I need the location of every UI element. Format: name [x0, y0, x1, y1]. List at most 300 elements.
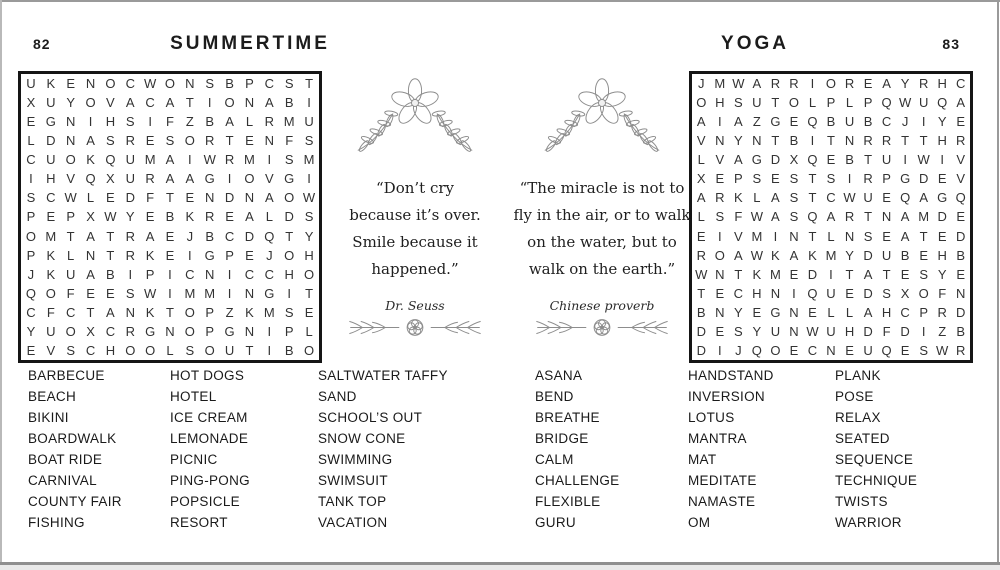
grid-letter: C [46, 190, 56, 206]
word-list-item: POPSICLE [170, 494, 240, 509]
grid-letter: L [827, 304, 835, 320]
grid-letter: S [125, 114, 135, 130]
grid-letter: D [863, 323, 873, 339]
grid-letter: E [145, 133, 155, 149]
grid-letter: A [900, 209, 910, 225]
grid-letter: D [125, 190, 135, 206]
grid-letter: M [303, 152, 315, 168]
grid-letter: A [245, 209, 254, 225]
word-list-item: WARRIOR [835, 515, 902, 530]
grid-letter: I [267, 152, 272, 168]
grid-letter: Q [105, 152, 116, 168]
grid-letter: V [956, 171, 966, 187]
word-search-grid-yoga [689, 71, 973, 363]
grid-letter: N [244, 323, 255, 339]
grid-letter: B [106, 266, 115, 282]
grid-letter: U [844, 114, 855, 130]
grid-letter: A [264, 190, 274, 206]
grid-letter: Q [25, 285, 36, 301]
grid-letter: I [307, 95, 311, 111]
grid-letter: G [900, 171, 911, 187]
grid-letter: B [696, 304, 706, 320]
grid-letter: W [143, 76, 157, 92]
grid-letter: L [265, 209, 273, 225]
grid-letter: Y [937, 114, 947, 130]
grid-letter: H [844, 323, 855, 339]
grid-letter: U [752, 95, 762, 111]
grid-letter: B [225, 76, 234, 92]
grid-letter: B [826, 114, 836, 130]
grid-letter: E [165, 247, 175, 263]
grid-letter: H [284, 266, 294, 282]
grid-letter: M [204, 285, 216, 301]
grid-letter: Y [752, 323, 762, 339]
word-list-item: RELAX [835, 410, 881, 425]
grid-letter: Q [751, 342, 762, 358]
word-list-item: OM [688, 515, 711, 530]
grid-letter: R [125, 323, 135, 339]
grid-letter: I [307, 171, 311, 187]
grid-letter: O [304, 266, 315, 282]
grid-letter: C [956, 76, 966, 92]
word-list-item: SCHOOL’S OUT [318, 410, 423, 425]
grid-letter: G [145, 323, 156, 339]
grid-letter: A [86, 228, 95, 244]
grid-letter: W [750, 209, 763, 225]
grid-letter: G [264, 285, 275, 301]
grid-letter: F [734, 209, 743, 225]
grid-letter: L [827, 228, 835, 244]
grid-letter: A [826, 209, 836, 225]
grid-letter: S [106, 133, 115, 149]
grid-letter: E [826, 152, 836, 168]
grid-letter: G [284, 171, 295, 187]
grid-letter: V [733, 228, 743, 244]
grid-letter: I [148, 114, 152, 130]
page-left-edge [0, 0, 2, 570]
grid-letter: H [715, 95, 725, 111]
grid-letter: E [696, 228, 706, 244]
grid-letter: M [244, 152, 255, 168]
word-list-item: FLEXIBLE [535, 494, 601, 509]
grid-letter: T [882, 266, 891, 282]
grid-letter: G [937, 190, 948, 206]
word-list-column [535, 365, 685, 533]
grid-letter: B [165, 209, 175, 225]
grid-letter: E [789, 114, 799, 130]
grid-letter: G [204, 171, 215, 187]
grid-letter: U [826, 285, 836, 301]
word-list-item: LEMONADE [170, 431, 249, 446]
grid-letter: U [863, 342, 873, 358]
grid-letter: O [164, 76, 176, 92]
grid-letter: I [903, 152, 907, 168]
grid-letter: I [29, 171, 33, 187]
word-list-column [318, 365, 468, 533]
grid-letter: W [64, 190, 77, 206]
grid-letter: T [106, 247, 115, 263]
grid-letter: V [106, 95, 115, 111]
grid-letter: U [881, 152, 892, 168]
grid-letter: G [224, 323, 235, 339]
quote-line: on the water, but to [527, 233, 677, 251]
grid-letter: A [225, 114, 234, 130]
grid-letter: E [715, 171, 725, 187]
grid-letter: T [66, 228, 75, 244]
grid-letter: A [165, 95, 175, 111]
grid-letter: B [284, 342, 294, 358]
flower-sprig-divider-icon [345, 315, 485, 340]
grid-letter: E [715, 285, 725, 301]
grid-letter: R [844, 209, 855, 225]
grid-letter: E [956, 114, 966, 130]
grid-letter: W [104, 209, 117, 225]
grid-letter: H [881, 304, 892, 320]
grid-letter: S [66, 342, 75, 358]
grid-letter: F [285, 133, 294, 149]
grid-letter: M [283, 114, 295, 130]
grid-letter: N [844, 228, 855, 244]
quote-text [511, 175, 693, 319]
grid-letter: O [284, 247, 295, 263]
grid-letter: Y [733, 304, 743, 320]
grid-letter: P [863, 95, 873, 111]
grid-letter: A [264, 95, 274, 111]
flower-laurel-ornament-icon [349, 73, 481, 154]
grid-letter: Y [845, 247, 854, 263]
word-list-item: TANK TOP [318, 494, 387, 509]
grid-letter: B [863, 114, 873, 130]
grid-letter: O [244, 171, 255, 187]
grid-letter: T [697, 285, 706, 301]
word-list-item: MAT [688, 452, 717, 467]
grid-letter: P [284, 323, 294, 339]
grid-letter: P [882, 171, 891, 187]
grid-letter: I [717, 228, 722, 244]
grid-letter: T [106, 228, 115, 244]
grid-letter: Q [937, 95, 948, 111]
grid-letter: F [46, 304, 55, 320]
grid-letter: Q [881, 342, 892, 358]
grid-letter: M [184, 285, 196, 301]
grid-letter: N [264, 133, 275, 149]
grid-letter: C [26, 304, 36, 320]
grid-letter: S [752, 171, 762, 187]
grid-letter: I [810, 133, 815, 149]
grid-letter: H [304, 247, 314, 263]
grid-letter: M [769, 266, 781, 282]
grid-letter: P [26, 209, 36, 225]
grid-letter: F [166, 114, 174, 130]
grid-letter: A [696, 190, 706, 206]
grid-letter: S [185, 342, 195, 358]
grid-letter: L [845, 95, 854, 111]
flower-sprig-divider-icon [532, 315, 672, 340]
grid-letter: U [224, 342, 235, 358]
grid-letter: B [205, 114, 215, 130]
grid-letter: Z [938, 323, 947, 339]
grid-letter: X [86, 323, 95, 339]
word-list-item: SEATED [835, 431, 890, 446]
word-list-item: SWIMSUIT [318, 473, 388, 488]
grid-letter: U [881, 247, 892, 263]
word-list-item: LOTUS [688, 410, 735, 425]
grid-letter: P [919, 304, 928, 320]
grid-letter: N [789, 323, 799, 339]
grid-letter: D [956, 228, 966, 244]
grid-letter: I [847, 171, 852, 187]
grid-letter: N [789, 228, 799, 244]
grid-letter: S [733, 323, 743, 339]
grid-letter: N [125, 304, 135, 320]
grid-letter: A [185, 171, 195, 187]
grid-letter: N [770, 285, 781, 301]
grid-letter: S [882, 285, 891, 301]
grid-letter: T [245, 342, 254, 358]
grid-letter: B [845, 152, 854, 168]
grid-letter: T [827, 133, 835, 149]
grid-letter: R [145, 171, 155, 187]
grid-letter: N [881, 209, 892, 225]
puzzle-title-yoga: YOGA [721, 33, 789, 54]
grid-letter: E [106, 190, 115, 206]
grid-letter: W [732, 76, 745, 92]
grid-letter: R [881, 133, 892, 149]
grid-letter: L [808, 95, 817, 111]
grid-letter: R [205, 133, 215, 149]
grid-letter: T [771, 95, 780, 111]
word-list-item: SNOW CONE [318, 431, 406, 446]
grid-letter: C [185, 266, 195, 282]
grid-letter: M [144, 152, 156, 168]
grid-letter: A [919, 190, 928, 206]
grid-letter: N [244, 190, 255, 206]
grid-letter: K [752, 266, 762, 282]
grid-letter: S [165, 133, 175, 149]
quote-line: walk on the earth.” [528, 260, 676, 278]
grid-letter: I [829, 266, 833, 282]
grid-letter: T [919, 133, 928, 149]
grid-letter: Y [304, 228, 314, 244]
grid-letter: N [715, 266, 725, 282]
grid-letter: O [825, 76, 837, 92]
grid-letter: A [900, 228, 910, 244]
grid-letter: Q [900, 190, 911, 206]
grid-letter: C [900, 304, 910, 320]
grid-letter: T [845, 266, 854, 282]
grid-letter: T [734, 266, 743, 282]
grid-letter: R [224, 152, 235, 168]
grid-letter: A [771, 209, 780, 225]
quote-line: Smile because it [352, 233, 478, 251]
grid-letter: I [921, 323, 926, 339]
grid-letter: A [86, 133, 95, 149]
grid-letter: O [184, 304, 195, 320]
grid-letter: A [771, 190, 780, 206]
grid-letter: S [284, 152, 294, 168]
grid-letter: R [956, 342, 966, 358]
grid-letter: W [695, 266, 708, 282]
grid-letter: Y [937, 266, 947, 282]
page-number-right: 83 [942, 36, 960, 52]
grid-letter: R [956, 133, 966, 149]
grid-letter: E [882, 228, 891, 244]
grid-letter: T [166, 304, 174, 320]
grid-letter: N [205, 266, 215, 282]
grid-letter: R [770, 76, 781, 92]
grid-letter: D [956, 304, 966, 320]
grid-letter: E [145, 209, 155, 225]
grid-letter: N [65, 133, 76, 149]
grid-letter: J [735, 342, 742, 358]
grid-letter: V [66, 171, 75, 187]
grid-letter: T [864, 152, 873, 168]
grid-letter: L [245, 114, 254, 130]
grid-letter: J [186, 228, 194, 244]
grid-letter: I [227, 171, 232, 187]
grid-letter: C [881, 114, 892, 130]
grid-letter: O [25, 228, 36, 244]
grid-letter: U [770, 323, 781, 339]
grid-letter: I [128, 266, 133, 282]
grid-letter: A [733, 152, 743, 168]
grid-letter: B [956, 323, 966, 339]
grid-letter: Q [264, 228, 275, 244]
grid-letter: N [85, 247, 96, 263]
grid-letter: E [106, 285, 115, 301]
grid-letter: I [267, 342, 272, 358]
quote-line: because it’s over. [349, 206, 481, 224]
grid-letter: K [46, 266, 56, 282]
grid-letter: E [956, 266, 966, 282]
grid-letter: E [245, 247, 254, 263]
grid-letter: L [166, 342, 174, 358]
grid-letter: L [697, 209, 705, 225]
grid-letter: E [900, 342, 910, 358]
quote-attribution: Chinese proverb [549, 298, 655, 313]
grid-letter: S [919, 342, 928, 358]
grid-letter: T [864, 209, 873, 225]
grid-letter: F [938, 285, 947, 301]
grid-letter: C [85, 342, 96, 358]
grid-letter: Y [125, 209, 135, 225]
word-list-item: VACATION [318, 515, 388, 530]
grid-letter: I [207, 95, 212, 111]
grid-letter: W [843, 190, 856, 206]
grid-letter: A [956, 95, 966, 111]
grid-letter: M [45, 228, 57, 244]
grid-letter: E [956, 209, 966, 225]
grid-letter: J [698, 76, 705, 92]
grid-letter: L [305, 323, 313, 339]
grid-letter: S [284, 76, 294, 92]
grid-letter: X [900, 285, 910, 301]
grid-letter: W [898, 95, 912, 111]
grid-letter: K [145, 304, 155, 320]
grid-letter: X [26, 95, 36, 111]
grid-letter: L [753, 190, 761, 206]
grid-letter: P [225, 247, 234, 263]
grid-letter: I [227, 266, 232, 282]
grid-letter: R [696, 247, 706, 263]
grid-letter: E [771, 171, 780, 187]
grid-letter: I [188, 247, 192, 263]
grid-letter: Z [185, 114, 194, 130]
word-list-item: POSE [835, 389, 874, 404]
grid-letter: C [733, 285, 744, 301]
grid-letter: I [717, 342, 722, 358]
grid-letter: C [826, 190, 836, 206]
grid-letter: N [844, 133, 855, 149]
word-list-column [688, 365, 838, 533]
grid-letter: H [937, 247, 947, 263]
grid-letter: W [936, 342, 949, 358]
grid-letter: W [302, 190, 316, 206]
grid-letter: L [27, 133, 35, 149]
grid-letter: S [826, 171, 836, 187]
grid-letter: Z [752, 114, 761, 130]
grid-letter: A [165, 171, 175, 187]
grid-letter: P [145, 266, 155, 282]
grid-letter: L [86, 190, 95, 206]
grid-letter: O [45, 285, 56, 301]
quote-block-right [511, 73, 693, 358]
grid-letter: Y [733, 133, 743, 149]
grid-letter: C [807, 342, 818, 358]
page-top-edge [0, 0, 1000, 2]
grid-letter: N [165, 323, 175, 339]
grid-letter: O [65, 152, 76, 168]
word-list-item: PICNIC [170, 452, 218, 467]
grid-letter: C [26, 152, 36, 168]
grid-letter: A [145, 228, 155, 244]
grid-letter: E [845, 285, 854, 301]
grid-letter: I [792, 285, 796, 301]
grid-letter: M [263, 304, 275, 320]
grid-letter: K [771, 247, 780, 263]
grid-letter: S [715, 209, 725, 225]
word-list-item: SWIMMING [318, 452, 393, 467]
grid-letter: R [844, 76, 855, 92]
grid-letter: R [205, 209, 215, 225]
grid-letter: E [900, 266, 910, 282]
grid-letter: N [85, 76, 96, 92]
grid-letter: X [86, 209, 95, 225]
grid-letter: R [125, 247, 135, 263]
grid-letter: T [166, 190, 174, 206]
grid-letter: L [845, 304, 854, 320]
grid-letter: D [696, 342, 706, 358]
grid-letter: U [826, 323, 836, 339]
grid-letter: H [105, 114, 116, 130]
grid-letter: O [105, 76, 116, 92]
grid-letter: F [882, 323, 891, 339]
grid-letter: E [937, 228, 947, 244]
word-list-item: TWISTS [835, 494, 888, 509]
grid-letter: N [205, 190, 215, 206]
grid-letter: I [921, 114, 926, 130]
grid-letter: T [901, 133, 910, 149]
grid-letter: X [106, 171, 115, 187]
grid-letter: N [715, 304, 725, 320]
grid-letter: A [733, 114, 743, 130]
grid-letter: Q [807, 152, 818, 168]
page-number-left: 82 [33, 36, 51, 52]
grid-letter: I [287, 285, 291, 301]
grid-letter: A [752, 76, 762, 92]
grid-letter: T [86, 304, 95, 320]
grid-letter: R [918, 76, 929, 92]
